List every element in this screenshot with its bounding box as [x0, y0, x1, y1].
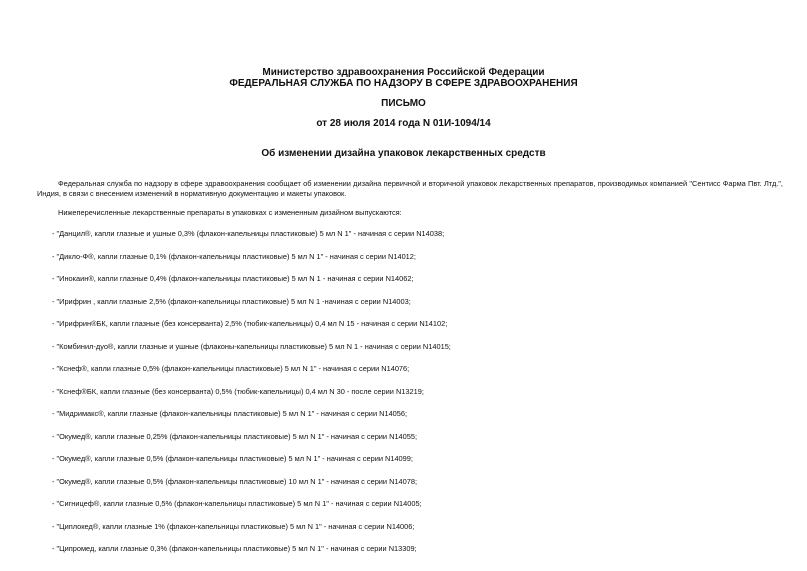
- intro-paragraph: Федеральная служба по надзору в сфере здравоохранения сообщает об изменении дизайна первичной и вторичной упаковок лекарственных препаратов, производимых компанией "Сентисс Фарма Пвт. Лтд.", Индия, в связи с внесением изменений в нормативную документацию и макеты упаковок.: [37, 179, 783, 198]
- ministry-name: Министерство здравоохранения Российской Федерации: [262, 67, 545, 78]
- list-item: - "Данцил®, капли глазные и ушные 0,3% (флакон-капельницы пластиковые) 5 мл N 1" - начиная с серии N14038;: [52, 229, 445, 238]
- drug-list: [52, 229, 451, 567]
- list-item: - "Окумед®, капли глазные 0,25% (флакон-капельницы пластиковые) 5 мл N 1" - начиная с серии N14055;: [52, 431, 418, 441]
- list-item: - "Кснеф®, капли глазные 0,5% (флакон-капельницы пластиковые) 5 мл N 1" - начиная с серии N14076;: [52, 364, 410, 373]
- list-lead-paragraph: Нижеперечисленные лекарственные препараты в упаковках с измененным дизайном выпускаются:: [58, 208, 402, 217]
- list-item: - "Комбинил-дуо®, капли глазные и ушные (флаконы-капельницы пластиковые) 5 мл N 1 - начиная с серии N14015;: [52, 341, 451, 351]
- document-subject: Об изменении дизайна упаковок лекарственных средств: [261, 148, 546, 159]
- list-item: - "Ирифрин , капли глазные 2,5% (флакон-капельницы пластиковые) 5 мл N 1 -начиная с серии N14003;: [52, 296, 411, 306]
- document-date-number: от 28 июля 2014 года N 01И-1094/14: [316, 118, 491, 129]
- document-type: ПИСЬМО: [381, 98, 426, 109]
- list-item: - "Окумед®, капли глазные 0,5% (флакон-капельницы пластиковые) 10 мл N 1" - начиная с серии N14078;: [52, 476, 418, 486]
- list-item: - "Мидримакс®, капли глазные (флакон-капельницы пластиковые) 5 мл N 1" - начиная с серии N14056;: [52, 409, 408, 418]
- list-item: - "Циплокед®, капли глазные 1% (флакон-капельницы пластиковые) 5 мл N 1" - начиная с серии N14006;: [52, 521, 415, 531]
- list-item: - "Сигницеф®, капли глазные 0,5% (флакон-капельницы пластиковые) 5 мл N 1" - начиная с серии N14005;: [52, 499, 422, 508]
- list-item: - "Ирифрин®БК, капли глазные (без консерванта) 2,5% (тюбик-капельницы) 0,4 мл N 15 - начиная с серии N14102;: [52, 319, 448, 328]
- service-name: ФЕДЕРАЛЬНАЯ СЛУЖБА ПО НАДЗОРУ В СФЕРЕ ЗДРАВООХРАНЕНИЯ: [229, 78, 578, 89]
- list-item: - "Окумед®, капли глазные 0,5% (флакон-капельницы пластиковые) 5 мл N 1" - начиная с серии N14099;: [52, 454, 413, 463]
- list-item: - "Кснеф®БК, капли глазные (без консерванта) 0,5% (тюбик-капельницы) 0,4 мл N 30 - после серии N13219;: [52, 386, 424, 396]
- list-item: - "Дикло-Ф®, капли глазные 0,1% (флакон-капельницы пластиковые) 5 мл N 1" - начиная с серии N14012;: [52, 251, 416, 261]
- list-item: - "Ципромед, капли глазные 0,3% (флакон-капельницы пластиковые) 5 мл N 1" - начиная с серии N13309;: [52, 544, 417, 553]
- list-item: - "Инокаин®, капли глазные 0,4% (флакон-капельницы пластиковые) 5 мл N 1 - начиная с серии N14062;: [52, 274, 414, 283]
